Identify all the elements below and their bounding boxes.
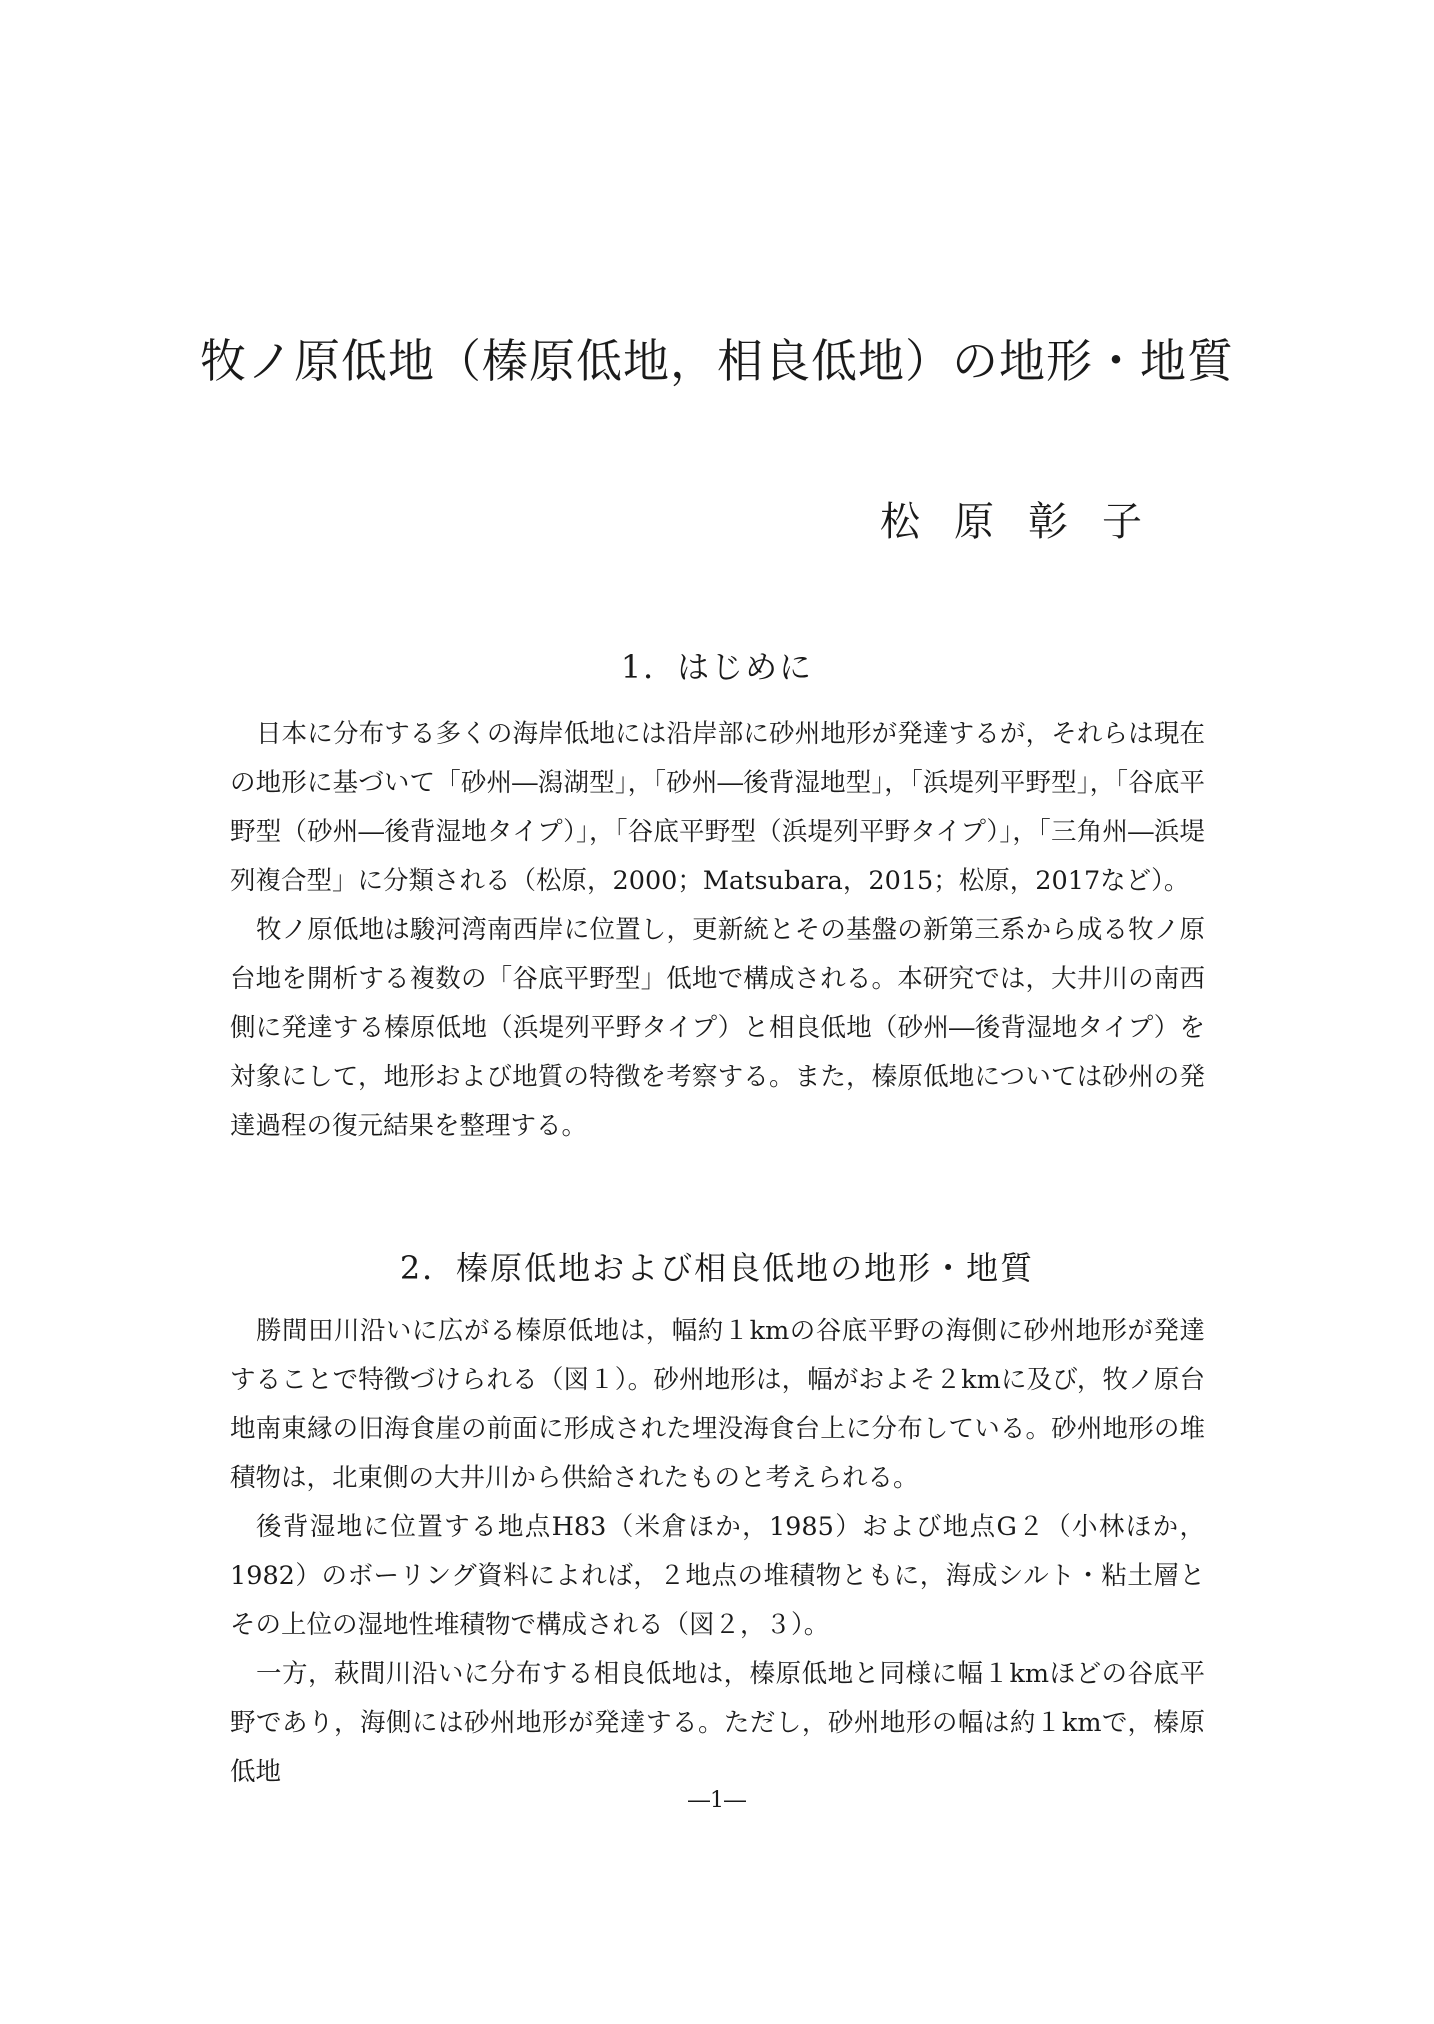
author-name: 松原彰子 xyxy=(880,499,1176,545)
paragraph: 後背湿地に位置する地点H83（米倉ほか，1985）および地点G２（小林ほか，1982）のボーリング資料によれば，２地点の堆積物ともに，海成シルト・粘土層とその上位の湿地性堆積物で構成される（図２，３）。 xyxy=(230,1512,1205,1640)
paragraph: 勝間田川沿いに広がる榛原低地は，幅約１kmの谷底平野の海側に砂州地形が発達することで特徴づけられる（図１）。砂州地形は，幅がおよそ２kmに及び，牧ノ原台地南東縁の旧海食崖の前面に形成された埋没海食台上に分布している。砂州地形の堆積物は，北東側の大井川から供給されたものと考えられる。 xyxy=(230,1316,1205,1493)
document-title: 牧ノ原低地（榛原低地，相良低地）の地形・地質 xyxy=(200,334,1234,388)
section-heading-introduction: 1．はじめに xyxy=(620,648,814,686)
paragraph: 牧ノ原低地は駿河湾南西岸に位置し，更新統とその基盤の新第三系から成る牧ノ原台地を開析する複数の「谷底平野型」低地で構成される。本研究では，大井川の南西側に発達する榛原低地（浜堤列平野タイプ）と相良低地（砂州―後背湿地タイプ）を対象にして，地形および地質の特徴を考察する。また，榛原低地については砂州の発達過程の復元結果を整理する。 xyxy=(230,915,1205,1141)
paragraph: 一方，萩間川沿いに分布する相良低地は，榛原低地と同様に幅１kmほどの谷底平野であり，海側には砂州地形が発達する。ただし，砂州地形の幅は約１kmで，榛原低地 xyxy=(230,1659,1205,1787)
section-heading-landform-geology: 2．榛原低地および相良低地の地形・地質 xyxy=(399,1249,1035,1287)
paragraph: 日本に分布する多くの海岸低地には沿岸部に砂州地形が発達するが，それらは現在の地形に基づいて「砂州―潟湖型」，「砂州―後背湿地型」，「浜堤列平野型」，「谷底平野型（砂州―後背湿地タイプ）」，「谷底平野型（浜堤列平野タイプ）」，「三角州―浜堤列複合型」に分類される（松原，2000；Matsubara，2015；松原，2017など）。 xyxy=(230,719,1205,896)
page-number: ―1― xyxy=(688,1788,746,1813)
